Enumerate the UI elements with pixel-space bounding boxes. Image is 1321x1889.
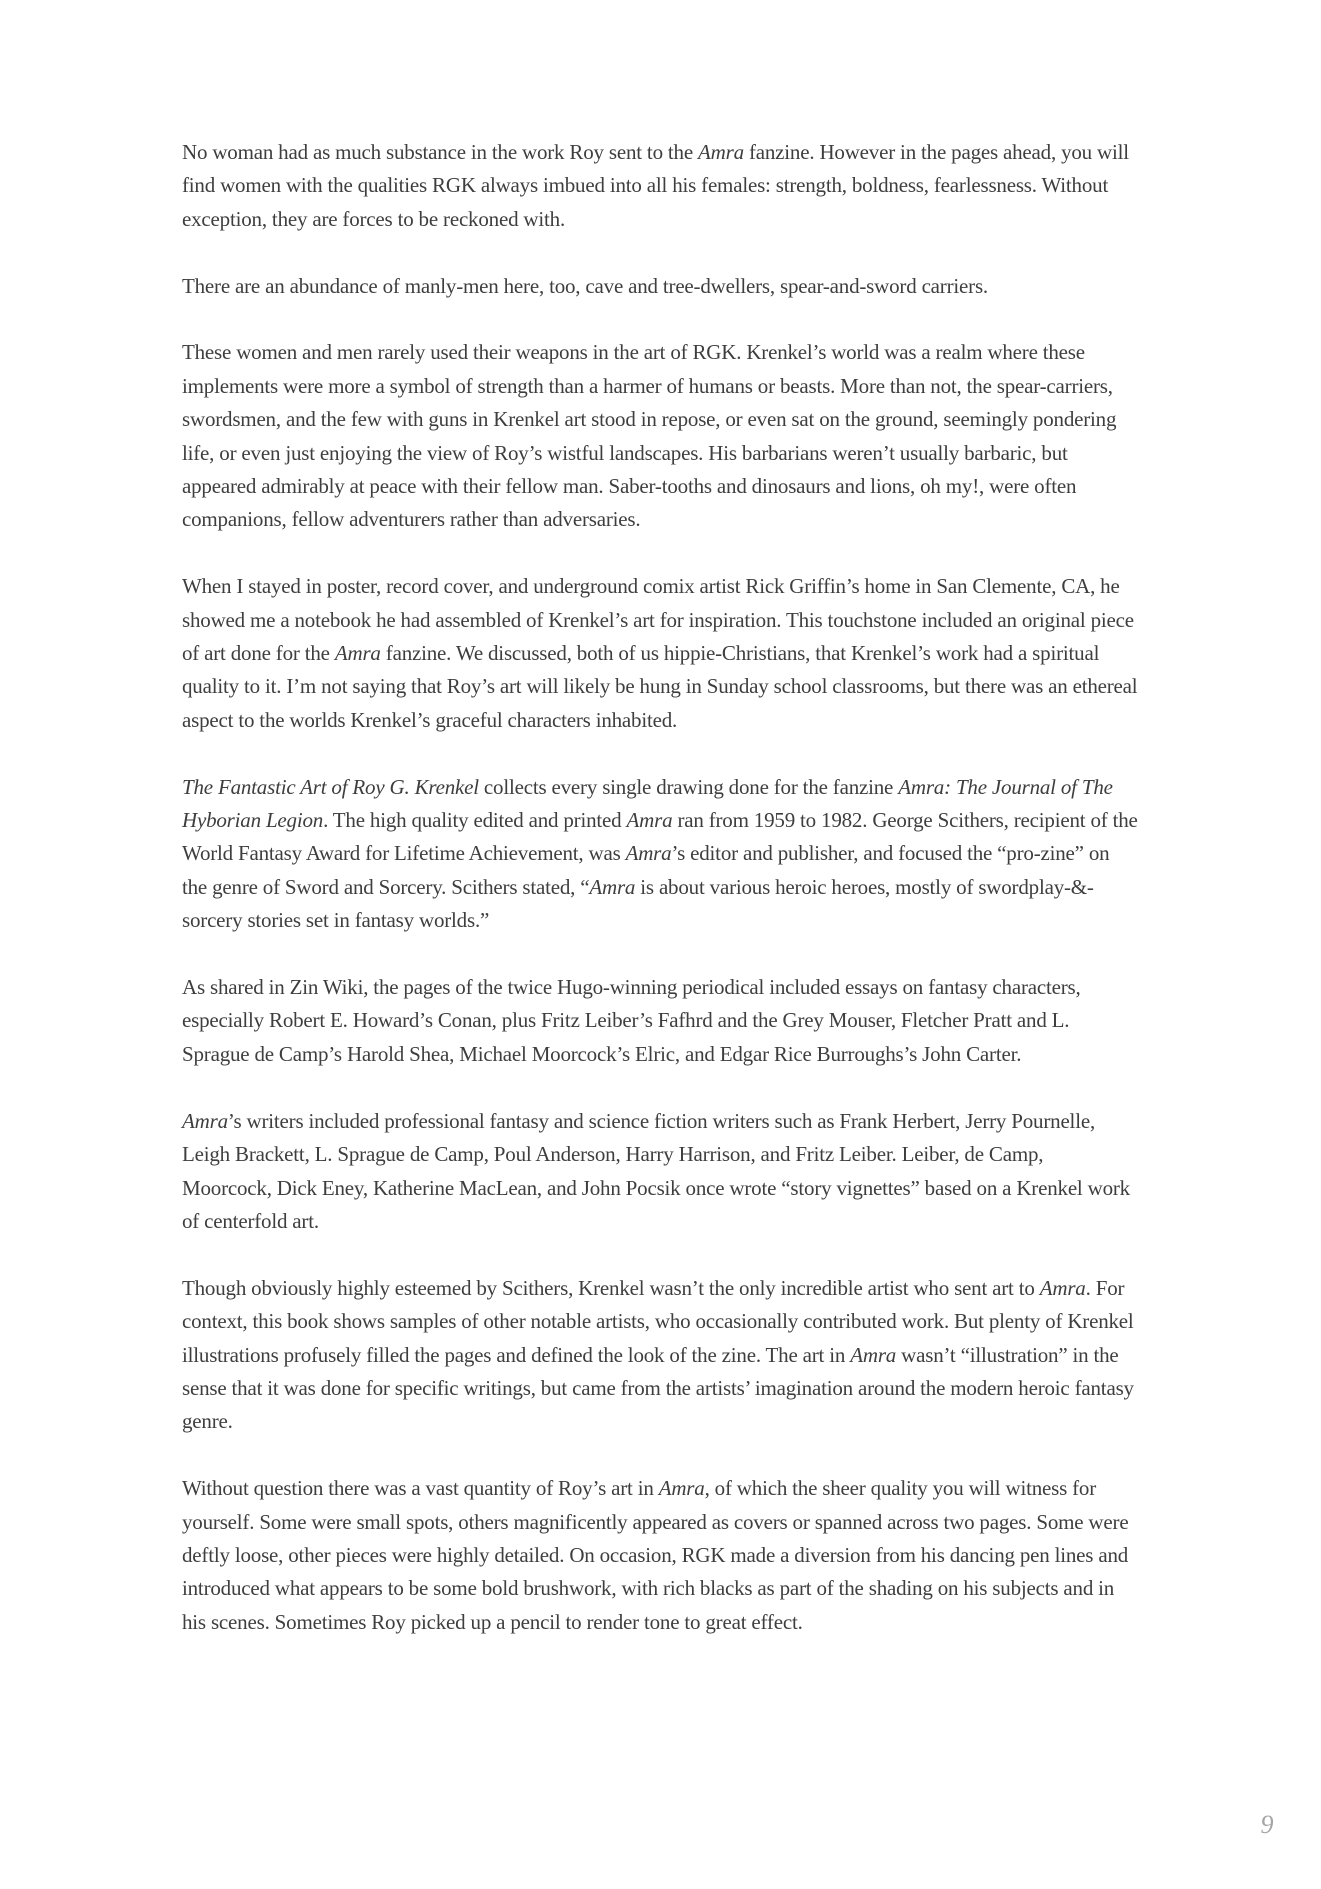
body-run: When I stayed in poster, record cover, and underground comix artist Rick Griffin’s home in San Clemente, CA, he showed me a notebook he had assembled of Krenkel’s art for inspiration. This touchstone included an original piece of art done for the (182, 574, 1134, 666)
body-run: These women and men rarely used their weapons in the art of RGK. Krenkel’s world was a realm where these implements were more a symbol of strength than a harmer of humans or beasts. More than not, the spear-carriers, swordsmen, and the few with guns in Krenkel art stood in repose, or even sat on the ground, seemingly pondering life, or even just enjoying the view of Roy’s wistful landscapes. His barbarians weren’t usually barbaric, but appeared admirably at peace with their fellow man. Saber-tooths and dinosaurs and lions, oh my!, were often companions, fellow adventurers rather than adversaries. (182, 340, 1117, 532)
paragraph (182, 136, 1138, 236)
paragraph (182, 1272, 1138, 1439)
body-text (182, 136, 1138, 1639)
italic-title-text: Amra (850, 1342, 897, 1367)
body-run: No woman had as much substance in the work Roy sent to the (182, 140, 699, 164)
italic-title-text: Amra (182, 1108, 228, 1133)
paragraph (182, 771, 1138, 938)
body-run: As shared in Zin Wiki, the pages of the twice Hugo-winning periodical included essays on fantasy characters, especially Robert E. Howard’s Conan, plus Fritz Leiber’s Fafhrd and the Grey Mouser, Fletcher Pratt and L. Sprague de Camp’s Harold Shea, Michael Moorcock’s Elric, and Edgar Rice Burroughs’s John Carter. (182, 975, 1081, 1066)
body-run: ’s editor and publisher, and focused the “pro-zine” on the genre of Sword and Sorcery. Scithers stated, “ (182, 841, 1110, 899)
body-run: There are an abundance of manly-men here, too, cave and tree-dwellers, spear-and-sword carriers. (182, 273, 988, 298)
body-run: is about various heroic heroes, mostly of swordplay-&-sorcery stories set in fantasy worlds.” (182, 874, 1094, 933)
body-run: ran from 1959 to 1982. George Scithers, recipient of the World Fantasy Award for Lifetime Achievement, was (182, 808, 1138, 866)
body-run: ’s writers included professional fantasy and science fiction writers such as Frank Herbert, Jerry Pournelle, Leigh Brackett, L. Sprague de Camp, Poul Anderson, Harry Harrison, and Fritz Leiber. Leiber, de Camp, Moorcock, Dick Eney, Katherine MacLean, and John Pocsik once wrote “story vignettes” based on a Krenkel work of centerfold art. (182, 1108, 1130, 1233)
body-run: wasn’t “illustration” in the sense that it was done for specific writings, but came from the artists’ imagination around the modern heroic fantasy genre. (182, 1342, 1134, 1434)
body-run: . For context, this book shows samples of other notable artists, who occasionally contributed work. But plenty of Krenkel illustrations profusely filled the pages and defined the look of the zine. The art in (182, 1275, 1134, 1367)
body-run: Though obviously highly esteemed by Scithers, Krenkel wasn’t the only incredible artist who sent art to (182, 1275, 1040, 1300)
italic-title-text: Amra (334, 641, 381, 666)
paragraph (182, 336, 1138, 536)
body-run: fanzine. However in the pages ahead, you will find women with the qualities RGK always imbued into all his females: strength, boldness, fearlessness. Without exception, they are forces to be reckoned with. (182, 140, 1129, 231)
page-number: 9 (1260, 1810, 1274, 1839)
paragraph (182, 1105, 1138, 1239)
body-run: Without question there was a vast quantity of Roy’s art in (182, 1476, 659, 1501)
italic-title-text: Amra (625, 841, 672, 866)
paragraph (182, 1472, 1138, 1639)
body-run: . The high quality edited and printed (323, 808, 627, 833)
body-run: collects every single drawing done for the fanzine (478, 774, 899, 799)
italic-title-text: Amra (589, 874, 636, 899)
italic-title-text: The Fantastic Art of Roy G. Krenkel (182, 774, 479, 799)
paragraph (182, 270, 1138, 303)
italic-title-text: Amra (626, 808, 673, 833)
italic-title-text: Amra: The Journal of The Hyborian Legion (182, 774, 1113, 833)
italic-title-text: Amra (658, 1476, 705, 1501)
body-run: fanzine. We discussed, both of us hippie-Christians, that Krenkel’s work had a spiritual quality to it. I’m not saying that Roy’s art will likely be hung in Sunday school classrooms, but there was an ethereal aspect to the worlds Krenkel’s graceful characters inhabited. (182, 641, 1138, 732)
body-run: , of which the sheer quality you will witness for yourself. Some were small spots, others magnificently appeared as covers or spanned across two pages. Some were deftly loose, other pieces were highly detailed. On occasion, RGK made a diversion from his dancing pen lines and introduced what appears to be some bold brushwork, with rich blacks as part of the shading on his subjects and in his scenes. Sometimes Roy picked up a pencil to render tone to great effect. (182, 1476, 1129, 1634)
italic-title-text: Amra (1039, 1275, 1086, 1300)
paragraph (182, 971, 1138, 1071)
italic-title-text: Amra (698, 140, 744, 164)
paragraph (182, 570, 1138, 737)
